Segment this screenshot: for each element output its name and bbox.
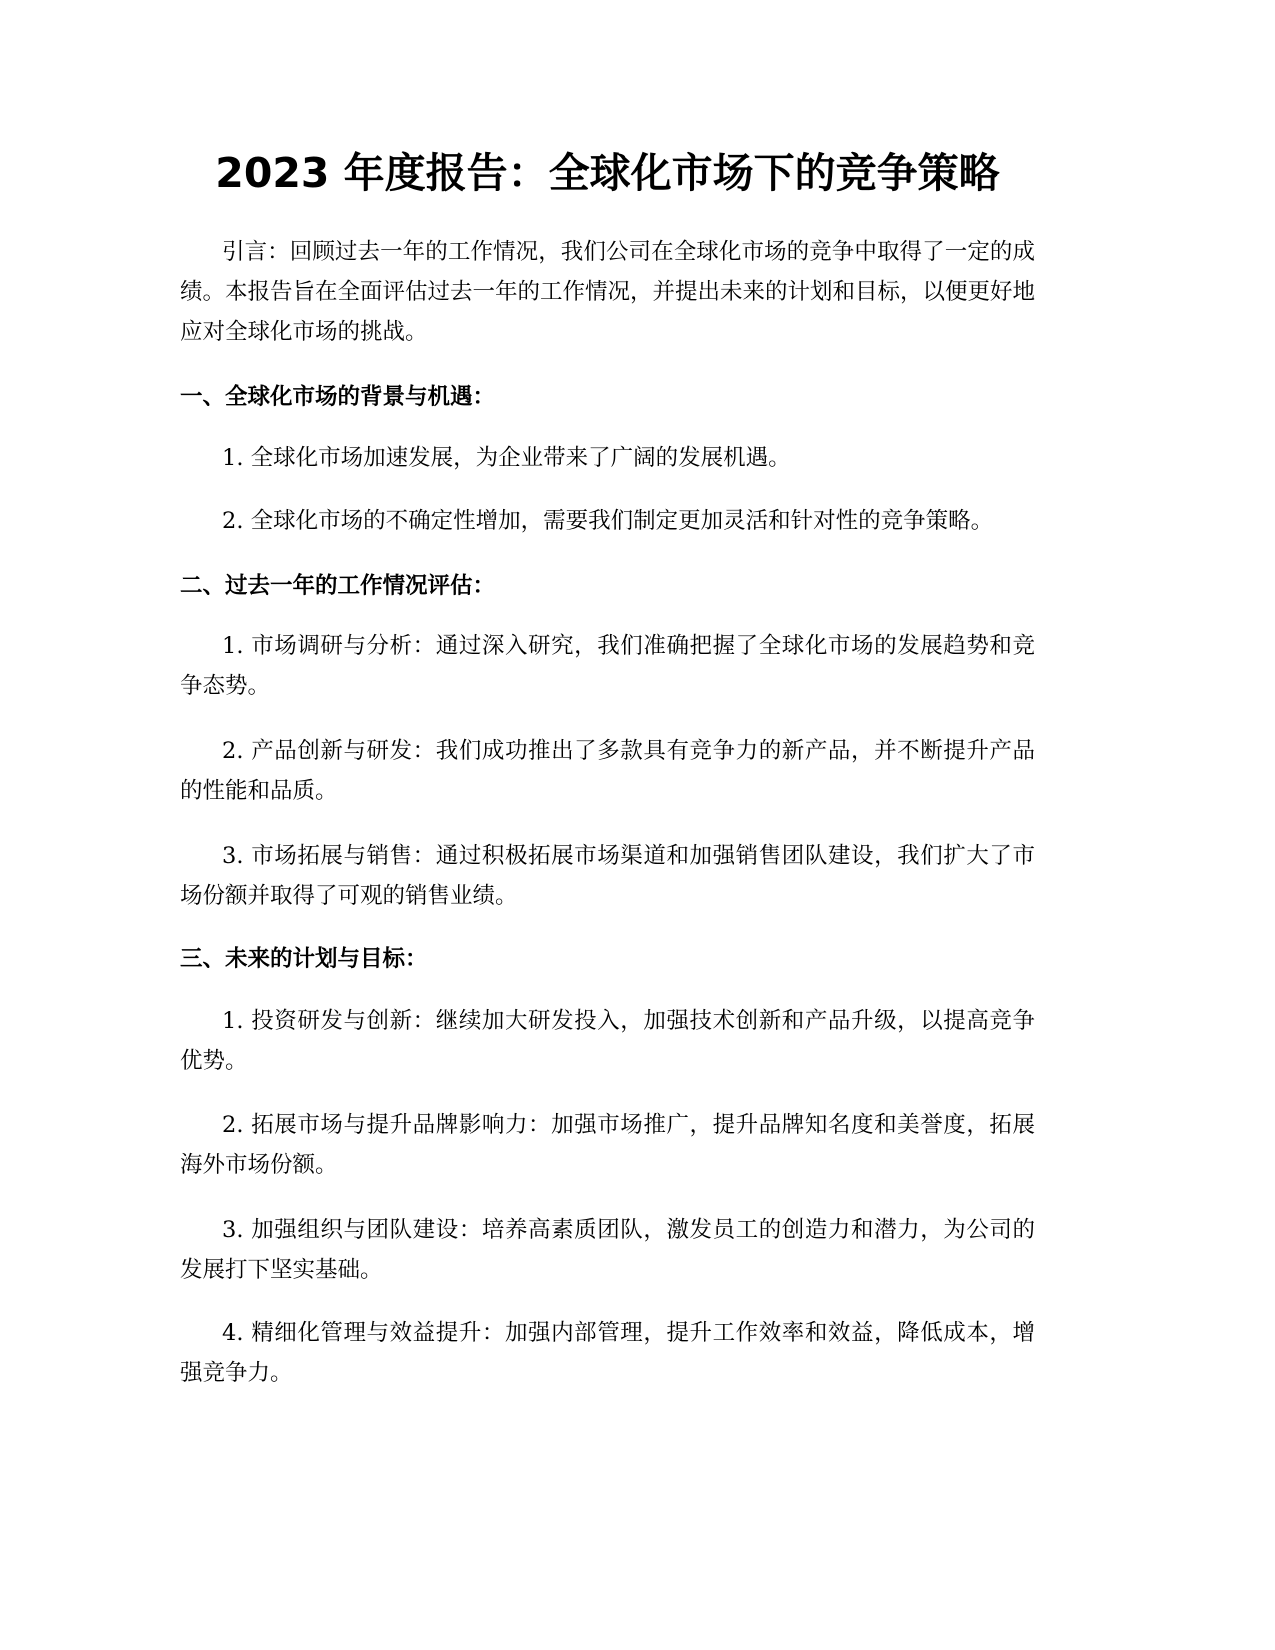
document-title: 2023 年度报告：全球化市场下的竞争策略 — [215, 149, 1000, 197]
section-2-item-2: 2. 产品创新与研发：我们成功推出了多款具有竞争力的新产品，并不断提升产品的性能和品质。 — [180, 738, 1035, 804]
section-3-item-4: 4. 精细化管理与效益提升：加强内部管理，提升工作效率和效益，降低成本，增强竞争力。 — [180, 1320, 1035, 1386]
section-3-item-3: 3. 加强组织与团队建设：培养高素质团队，激发员工的创造力和潜力，为公司的发展打下坚实基础。 — [180, 1217, 1035, 1283]
section-1-item-1: 1. 全球化市场加速发展，为企业带来了广阔的发展机遇。 — [222, 445, 791, 471]
section-heading-2: 二、过去一年的工作情况评估： — [180, 573, 496, 599]
intro-paragraph: 引言：回顾过去一年的工作情况，我们公司在全球化市场的竞争中取得了一定的成绩。本报告旨在全面评估过去一年的工作情况，并提出未来的计划和目标，以便更好地应对全球化市场的挑战。 — [180, 239, 1036, 345]
section-3-item-1: 1. 投资研发与创新：继续加大研发投入，加强技术创新和产品升级，以提高竞争优势。 — [180, 1008, 1035, 1074]
section-3-item-2: 2. 拓展市场与提升品牌影响力：加强市场推广，提升品牌知名度和美誉度，拓展海外市场份额。 — [180, 1112, 1035, 1178]
section-2-item-1: 1. 市场调研与分析：通过深入研究，我们准确把握了全球化市场的发展趋势和竞争态势。 — [180, 633, 1035, 699]
section-2-item-3: 3. 市场拓展与销售：通过积极拓展市场渠道和加强销售团队建设，我们扩大了市场份额并取得了可观的销售业绩。 — [180, 843, 1035, 909]
section-1-item-2: 2. 全球化市场的不确定性增加，需要我们制定更加灵活和针对性的竞争策略。 — [222, 508, 994, 534]
section-heading-1: 一、全球化市场的背景与机遇： — [180, 384, 496, 410]
section-heading-3: 三、未来的计划与目标： — [180, 946, 428, 972]
